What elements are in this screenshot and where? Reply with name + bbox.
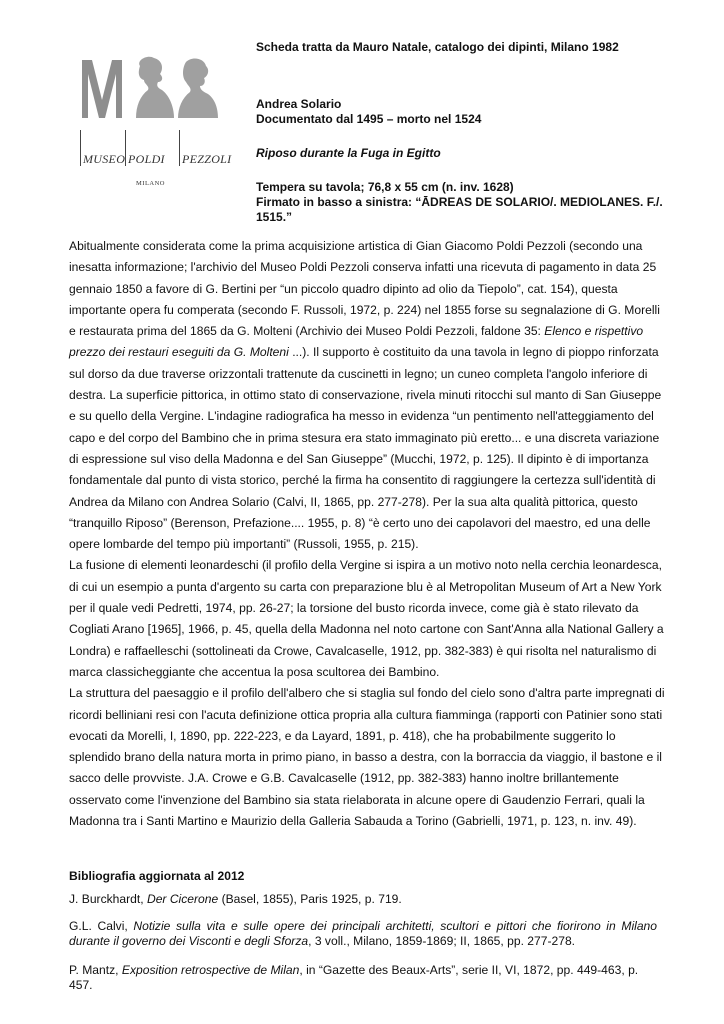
entry-title: Exposition retrospective de Milan	[121, 963, 300, 977]
entry-details: , 3 voll., Milano, 1859-1869; II, 1865, pp. 277-278.	[308, 934, 576, 948]
paragraph-1	[69, 236, 669, 555]
entry-title: Der Cicerone	[146, 892, 219, 906]
logo-word-museo: MUSEO	[83, 152, 126, 166]
bibliography-title: Bibliografia aggiornata al 2012	[69, 869, 245, 883]
p1-text-a: Abitualmente considerata come la prima acquisizione artistica di Gian Giacomo Poldi Pezzoli (secondo una inesatta informazione; l'archivio del Museo Poldi Pezzoli conserva infatti una ricevuta di pagamento in data 25 gennaio 1850 a favore di G. Bertini per “un piccolo quadro dipinto ad olio da Tiepolo”, cat. 154), questa importante opera fu comperata (secondo F. Russoli, 1972, p. 224) nel 1855 forse su segnalazione di G. Morelli e restaurata prima del 1865 da G. Molteni (Archivio dei Museo Poldi Pezzoli, faldone 35:	[69, 239, 660, 339]
logo-mark-icon	[78, 52, 238, 152]
signature-note: Firmato in basso a sinistra: “ĀDREAS DE SOLARIO/. MEDIOLANES. F./. 1515.”	[256, 195, 663, 224]
paragraph-3: La struttura del paesaggio e il profilo dell'albero che si staglia sul fondo del cielo sono d'altra parte impregnati di ricordi belliniani resi con l'acuta definizione ottica propria alla cultura fiamminga (rapporti con Patinier sono stati evocati da Morelli, I, 1890, pp. 222-223, e da Layard, 1891, p. 418), che ha probabilmente suggerito lo splendido brano della natura morta in primo piano, in basso a destra, con la borraccia da viaggio, il bastone e il sacco delle provviste. J.A. Crowe e G.B. Cavalcaselle (1912, pp. 382-383) hanno inoltre brillantemente osservato come l'invenzione del Bambino sia stata rielaborata in alcune opere di Gaudenzio Ferrari, quali la Madonna tra i Santi Martino e Maurizio della Galleria Sabauda a Torino (Gabrielli, 1971, p. 123, n. inv. 49).	[69, 686, 665, 829]
bibliography-entry	[69, 892, 657, 907]
author-block	[256, 97, 676, 127]
p1-text-b: ...). Il supporto è costituito da una tavola in legno di pioppo rinforzata sul dorso da due traverse orizzontali trattenute da cuscinetti in legno; un cuneo completa l'angolo inferiore di destra. La superficie pittorica, in ottimo stato di conservazione, rivela minuti ritocchi sul manto di San Giuseppe e su quello della Vergine. L'indagine radiografica ha messo in evidenza “un pentimento nell'atteggiamento del capo e del corpo del Bambino che in prima stesura era stato immaginato più eretto... e una discreta variazione di espressione sul viso della Madonna e del San Giuseppe” (Mucchi, 1972, p. 125). Il dipinto è di importanza fondamentale dal punto di vista storico, perché la firma ha consentito di raggiungere la certezza sull'identità di Andrea da Milano con Andrea Solario (Calvi, II, 1865, pp. 277-278). Per la sua alta qualità pittorica, questo “tranquillo Riposo” (Berenson, Prefazione.... 1955, p. 8) “è certo uno dei capolavori del maestro, ed una delle opere lombarde del tempo più importanti” (Russoli, 1955, p. 215).	[69, 345, 662, 552]
p1-italic: Elenco e rispettivo prezzo dei restauri eseguiti da G. Molteni	[69, 324, 644, 360]
catalogue-entry	[69, 236, 669, 832]
logo-word-poldi: POLDI	[128, 152, 165, 166]
paragraph-2: La fusione di elementi leonardeschi (il profilo della Vergine si ispira a un motivo noto nella cerchia leonardesca, di cui un esempio a punta d'argento su carta con preparazione blu è al Metropolitan Museum of Art a New York per il quale vedi Pedretti, 1974, pp. 26-27; la torsione del busto ricorda invece, come già è stato rilevato da Cogliati Arano [1965], 1966, p. 45, quella della Madonna nel noto cartone con Sant'Anna alla National Gallery a Londra) e raffaelleschi (sottolineati da Crowe, Cavalcaselle, 1912, pp. 382-383) è qui risolta nel naturalismo di marca classicheggiante che accentua la posa scultorea dei Bambino.	[69, 558, 664, 679]
technique: Tempera su tavola; 76,8 x 55 cm (n. inv. 1628)	[256, 180, 514, 194]
entry-author: G.L. Calvi,	[69, 919, 134, 933]
entry-details: (Basel, 1855), Paris 1925, p. 719.	[218, 892, 402, 906]
artwork-title: Riposo durante la Fuga in Egitto	[256, 146, 441, 160]
author-dates: Documentato dal 1495 – morto nel 1524	[256, 112, 482, 126]
entry-details: , in “Gazette des Beaux-Arts”, serie II, VI, 1872, pp. 449-463, p. 457.	[69, 963, 639, 992]
entry-author: P. Mantz,	[69, 963, 122, 977]
author-name: Andrea Solario	[256, 97, 342, 111]
entry-author: J. Burckhardt,	[69, 892, 147, 906]
bibliography-entry	[69, 963, 657, 993]
artwork-details	[256, 180, 676, 225]
logo-word-pezzoli: PEZZOLI	[182, 152, 232, 166]
bibliography-entry	[69, 919, 657, 949]
source-note: Scheda tratta da Mauro Natale, catalogo dei dipinti, Milano 1982	[256, 40, 619, 54]
entry-title: Notizie sulla vita e sulle opere dei principali architetti, scultori e pittori che fiorirono in Milano durante il governo dei Visconti e degli Sforza	[69, 919, 657, 948]
logo-city: MILANO	[136, 180, 165, 187]
museum-logo	[78, 52, 238, 202]
